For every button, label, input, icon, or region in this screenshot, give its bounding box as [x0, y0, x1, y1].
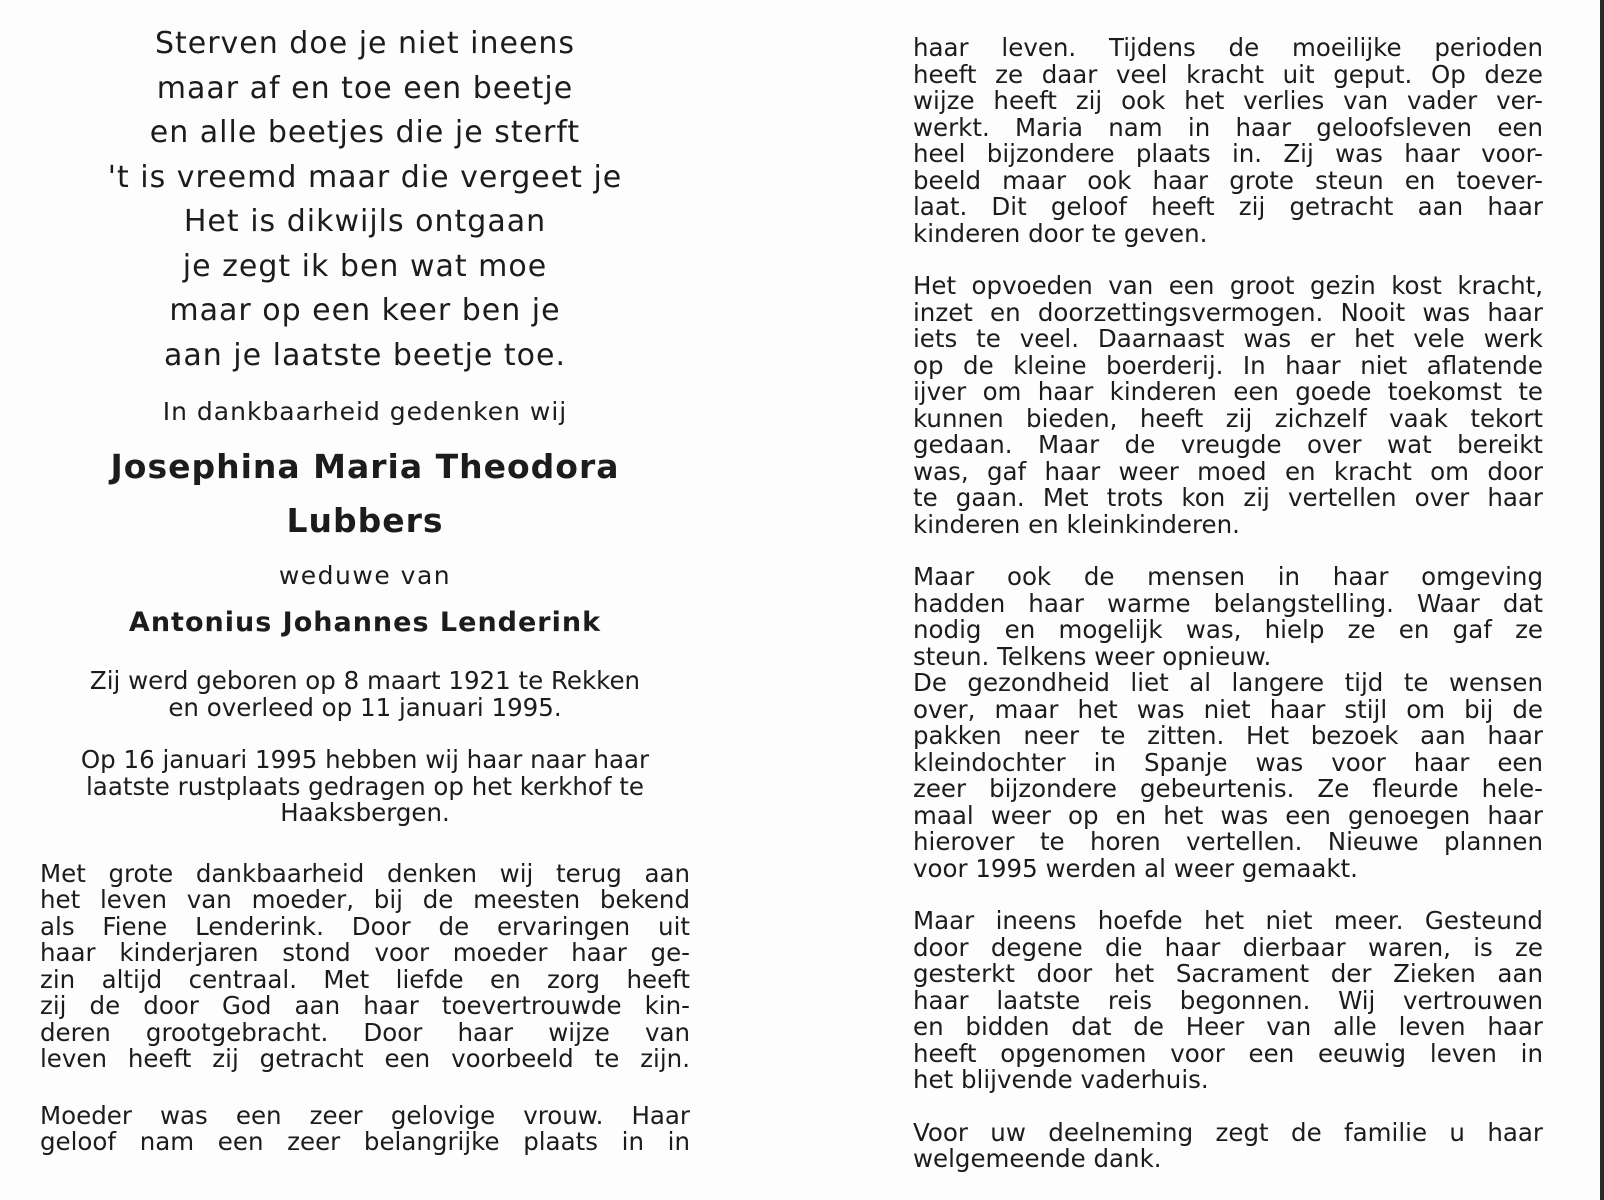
paragraph-line: Het opvoeden van een groot gezin kost kracht,: [913, 271, 1543, 300]
paragraph-line: te gaan. Met trots kon zij vertellen over haar: [913, 483, 1543, 512]
poem-line: Het is dikwijls ontgaan: [183, 204, 547, 239]
paragraph-line: voor 1995 werden al weer gemaakt.: [913, 853, 1358, 883]
paragraph-line: en bidden dat de Heer van alle leven haar: [913, 1012, 1543, 1041]
husband-name: Antonius Johannes Lenderink: [128, 607, 602, 638]
deceased-name-line2: Lubbers: [286, 501, 444, 540]
paragraph-line: Maar ineens hoefde het niet meer. Gesteund: [913, 906, 1543, 935]
paragraph-line: iets te veel. Daarnaast was er het vele werk: [913, 324, 1543, 353]
paragraph-line: inzet en doorzettingsvermogen. Nooit was haar: [913, 297, 1543, 327]
paragraph-line: deren grootgebracht. Door haar wijze van: [40, 1017, 690, 1047]
paragraph-line: welgemeende dank.: [913, 1144, 1162, 1173]
paragraph-line: door degene die haar dierbaar waren, is ze: [913, 932, 1543, 962]
faith-paragraph-continued: [913, 35, 1543, 247]
paragraph-line: leven heeft zij getracht een voorbeeld te zijn.: [40, 1044, 690, 1073]
intro-text: In dankbaarheid gedenken wij: [162, 397, 568, 426]
burial-paragraph: [40, 747, 690, 827]
paragraph-line: haar leven. Tijdens de moeilijke perioden: [913, 33, 1543, 62]
paragraph-line: kleindochter in Spanje was voor haar een: [913, 747, 1543, 777]
family-paragraph: [913, 273, 1543, 538]
paragraph-line: nodig en mogelijk was, hielp ze en gaf ze: [913, 615, 1543, 644]
paragraph-line: geloof nam een zeer belangrijke plaats in in: [40, 1127, 690, 1156]
paragraph-line: heeft opgenomen voor een eeuwig leven in: [913, 1038, 1543, 1068]
paragraph-line: het leven van moeder, bij de meesten bekend: [40, 885, 690, 914]
poem-line: maar af en toe een beetje: [156, 70, 574, 106]
paragraph-line: op de kleine boerderij. In haar niet aflatende: [913, 350, 1543, 380]
paragraph-line: laatste rustplaats gedragen op het kerkhof te: [86, 771, 644, 801]
paragraph-line: Haaksbergen.: [280, 798, 450, 827]
paragraph-line: beeld maar ook haar grote steun en toever-: [913, 165, 1543, 195]
paragraph-line: zij de door God aan haar toevertrouwde kin-: [40, 991, 690, 1020]
paragraph-line: Met grote dankbaarheid denken wij terug aan: [40, 858, 690, 888]
widow-of-label: weduwe van: [278, 561, 452, 590]
paragraph-line: maal weer op en het was een genoegen haar: [913, 800, 1543, 830]
paragraph-line: kunnen bieden, heeft zij zichzelf vaak tekort: [913, 403, 1543, 433]
right-column: [913, 35, 1543, 1173]
paragraph-line: gesterkt door het Sacrament der Zieken aan: [913, 959, 1543, 988]
paragraph-line: hierover te horen vertellen. Nieuwe plannen: [913, 827, 1543, 856]
paragraph-line: gedaan. Maar de vreugde over wat bereikt: [913, 430, 1543, 459]
memory-paragraph: [40, 858, 690, 1073]
poem-line: 't is vreemd maar die vergeet je: [107, 159, 623, 195]
poem-line: en alle beetjes die je sterft: [149, 115, 581, 150]
paragraph-line: en overleed op 11 januari 1995.: [168, 692, 562, 722]
paragraph-line: Voor uw deelneming zegt de familie u haar: [913, 1117, 1543, 1147]
paragraph-line: haar laatste reis begonnen. Wij vertrouwen: [913, 985, 1543, 1015]
paragraph-line: Maar ook de mensen in haar omgeving: [913, 562, 1543, 591]
faith-paragraph: [40, 1100, 690, 1156]
poem: [40, 22, 690, 378]
paragraph-line: De gezondheid liet al langere tijd te wensen: [913, 668, 1543, 697]
paragraph-line: haar kinderjaren stond voor moeder haar ge-: [40, 938, 690, 967]
community-paragraph: [913, 564, 1543, 882]
paragraph-line: laat. Dit geloof heeft zij getracht aan haar: [913, 192, 1543, 221]
deceased-name: [40, 440, 690, 548]
poem-line: Sterven doe je niet ineens: [154, 26, 576, 61]
paragraph-line: heel bijzondere plaats in. Zij was haar voor-: [913, 139, 1543, 168]
paragraph-line: als Fiene Lenderink. Door de ervaringen uit: [40, 911, 690, 941]
birth-death-paragraph: [40, 668, 690, 721]
paragraph-line: heeft ze daar veel kracht uit geput. Op deze: [913, 59, 1543, 89]
poem-line: maar op een keer ben je: [169, 293, 561, 328]
paragraph-line: kinderen door te geven.: [913, 218, 1208, 248]
card-edge: [1600, 0, 1604, 1200]
paragraph-line: Zij werd geboren op 8 maart 1921 te Rekken: [89, 666, 641, 695]
paragraph-line: het blijvende vaderhuis.: [913, 1065, 1209, 1094]
paragraph-line: steun. Telkens weer opnieuw.: [913, 641, 1272, 671]
left-column: [40, 22, 690, 1156]
paragraph-line: pakken neer te zitten. Het bezoek aan haar: [913, 721, 1543, 750]
paragraph-line: zeer bijzondere gebeurtenis. Ze fleurde hele-: [913, 774, 1543, 803]
paragraph-line: zin altijd centraal. Met liefde en zorg heeft: [40, 964, 690, 994]
paragraph-line: was, gaf haar weer moed en kracht om door: [913, 456, 1543, 486]
deceased-name-line1: Josephina Maria Theodora: [110, 447, 620, 486]
paragraph-line: hadden haar warme belangstelling. Waar dat: [913, 588, 1543, 618]
farewell-paragraph: [913, 908, 1543, 1094]
poem-line: je zegt ik ben wat moe: [182, 248, 548, 284]
poem-line: aan je laatste beetje toe.: [163, 337, 567, 373]
paragraph-line: Op 16 januari 1995 hebben wij haar naar haar: [80, 745, 650, 774]
paragraph-line: wijze heeft zij ook het verlies van vader ver-: [913, 86, 1543, 115]
paragraph-line: werkt. Maria nam in haar geloofsleven een: [913, 112, 1543, 142]
thanks-paragraph: [913, 1117, 1543, 1173]
paragraph-line: ijver om haar kinderen een goede toekomst te: [913, 377, 1543, 406]
paragraph-line: kinderen en kleinkinderen.: [913, 509, 1240, 539]
paragraph-line: Moeder was een zeer gelovige vrouw. Haar: [40, 1100, 690, 1130]
paragraph-line: over, maar het was niet haar stijl om bij de: [913, 694, 1543, 724]
